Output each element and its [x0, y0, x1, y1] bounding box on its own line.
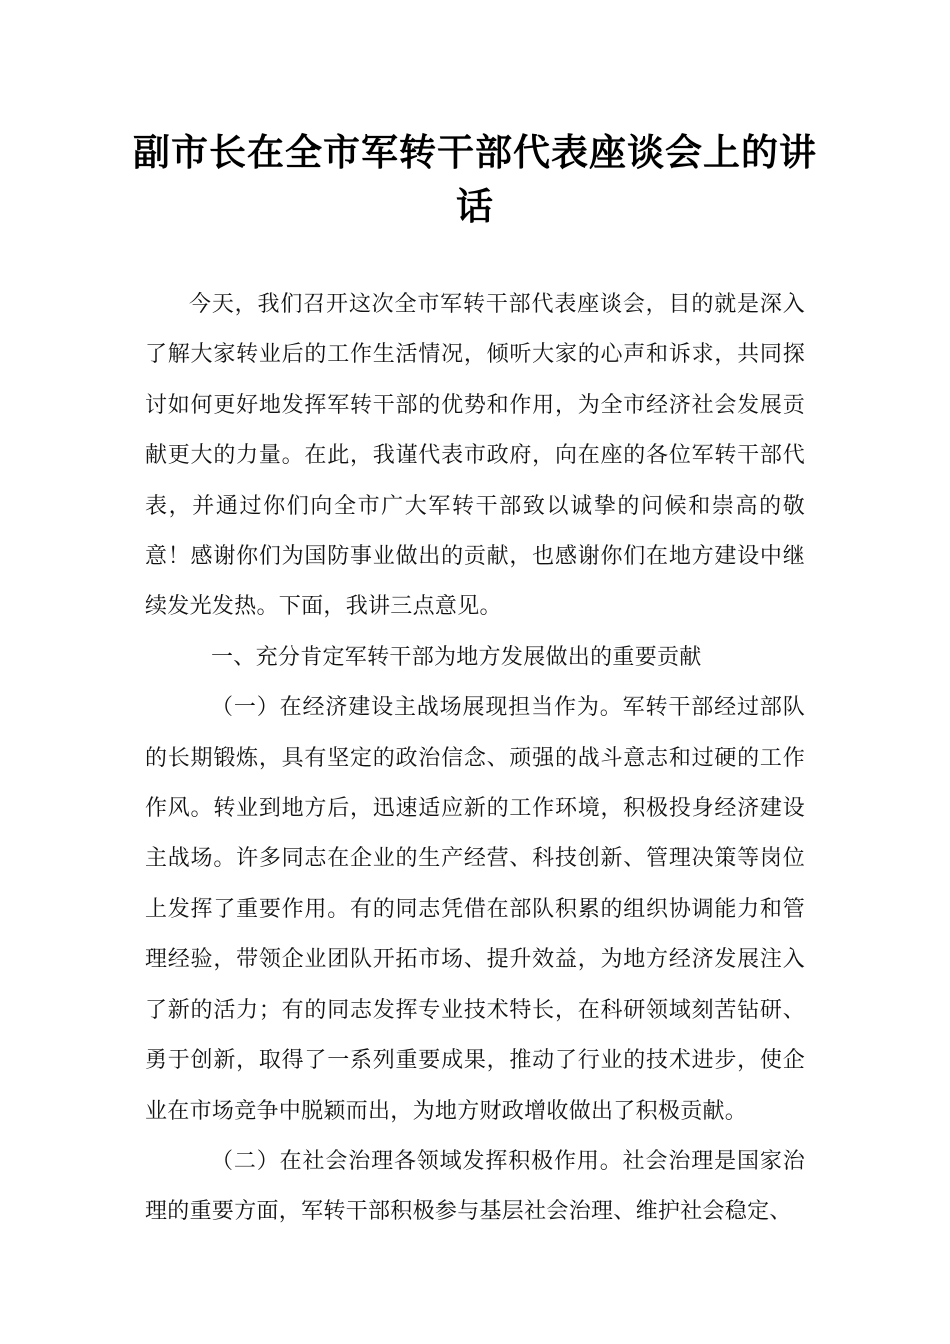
document-title: 副市长在全市军转干部代表座谈会上的讲话 [133, 131, 817, 228]
subsection-1-2-paragraph: （二）在社会治理各领域发挥积极作用。社会治理是国家治理的重要方面，军转干部积极参与基层社会治理、维护社会稳定、 [145, 1148, 805, 1225]
intro-paragraph: 今天，我们召开这次全市军转干部代表座谈会，目的就是深入了解大家转业后的工作生活情况，倾听大家的心声和诉求，共同探讨如何更好地发挥军转干部的优势和作用，为全市经济社会发展贡献更大的力量。在此，我谨代表市政府，向在座的各位军转干部代表，并通过你们向全市广大军转干部致以诚挚的问候和崇高的敬意！感谢你们为国防事业做出的贡献，也感谢你们在地方建设中继续发光发热。下面，我讲三点意见。 [145, 292, 805, 620]
document-body [145, 280, 805, 1238]
subsection-1-1-paragraph: （一）在经济建设主战场展现担当作为。军转干部经过部队的长期锻炼，具有坚定的政治信念、顽强的战斗意志和过硬的工作作风。转业到地方后，迅速适应新的工作环境，积极投身经济建设主战场。许多同志在企业的生产经营、科技创新、管理决策等岗位上发挥了重要作用。有的同志凭借在部队积累的组织协调能力和管理经验，带领企业团队开拓市场、提升效益，为地方经济发展注入了新的活力；有的同志发挥专业技术特长，在科研领域刻苦钻研、勇于创新，取得了一系列重要成果，推动了行业的技术进步，使企业在市场竞争中脱颖而出，为地方财政增收做出了积极贡献。 [145, 695, 805, 1124]
section-heading-1: 一、充分肯定军转干部为地方发展做出的重要贡献 [211, 644, 702, 670]
